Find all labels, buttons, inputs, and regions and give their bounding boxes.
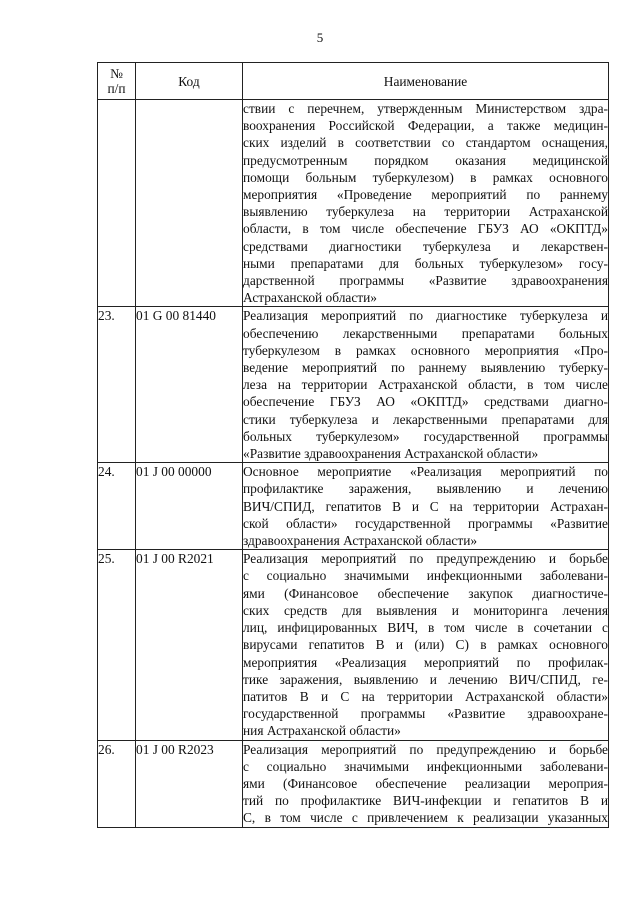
name-line: С, в том числе с привлечением к реализации указанных <box>243 810 608 826</box>
name-line: Астраханской области» <box>243 290 377 306</box>
name-line: ской области» государственной программы «Развитие <box>243 515 608 531</box>
name-line: леза на территории Астраханской области, в том числе <box>243 377 608 393</box>
row-code <box>136 100 243 307</box>
table-row <box>98 740 609 827</box>
row-number: 25. <box>98 550 136 740</box>
row-code: 01 G 00 81440 <box>136 307 243 463</box>
row-number <box>98 100 136 307</box>
table-header-row <box>98 63 609 100</box>
row-code: 01 J 00 R2023 <box>136 740 243 827</box>
row-number: 26. <box>98 740 136 827</box>
name-line: Реализация мероприятий по предупреждению и борьбе <box>243 741 608 757</box>
row-name <box>243 307 609 463</box>
name-line: лиц, инфицированных ВИЧ, в том числе в сочетании с <box>243 620 608 636</box>
name-line: здравоохранения Астраханской области» <box>243 533 478 549</box>
name-line: тике заражения, выявлению и лечению ВИЧ/СПИД, ге- <box>243 671 608 687</box>
name-line: дарственной программы «Развитие здравоохранения <box>243 273 608 289</box>
name-line: профилактике заражения, выявлению и лечению <box>243 481 608 497</box>
page-number: 5 <box>316 30 324 45</box>
name-line: предусмотренным порядком оказания медицинской <box>243 152 608 168</box>
header-num-line-2: п/п <box>107 81 126 96</box>
table-row <box>98 463 609 550</box>
row-name <box>243 550 609 740</box>
name-line: ями (Финансовое обеспечение закупок диагностиче- <box>243 585 608 601</box>
name-line: Реализация мероприятий по предупреждению и борьбе <box>243 551 608 567</box>
name-line: ными препаратами для больных туберкулезом» госу- <box>243 255 608 271</box>
name-line: с социально значимыми инфекционными заболевани- <box>243 568 608 584</box>
row-code: 01 J 00 00000 <box>136 463 243 550</box>
name-line: государственной программы «Развитие здравоохране- <box>243 706 608 722</box>
row-number: 24. <box>98 463 136 550</box>
name-line: ВИЧ/СПИД, гепатитов В и С на территории Астрахан- <box>243 498 608 514</box>
name-line: обеспечение ГБУЗ АО «ОКПТД» средствами диагно- <box>243 394 608 410</box>
name-line: мероприятия «Проведение мероприятий по раннему <box>243 187 608 203</box>
name-line: ских изделий в соответствии со стандартом оснащения, <box>243 135 608 151</box>
name-line: ями (Финансовое обеспечение реализации мероприя- <box>243 775 608 791</box>
row-name <box>243 463 609 550</box>
name-line: вирусами гепатитов В и (или) С) в рамках основного <box>243 637 608 653</box>
name-line: стики туберкулеза и лекарственными препаратами для <box>243 411 608 427</box>
row-number: 23. <box>98 307 136 463</box>
header-num <box>98 63 136 100</box>
name-line: ствии с перечнем, утвержденным Министерством здра- <box>243 101 608 116</box>
name-line: Реализация мероприятий по диагностике туберкулеза и <box>243 308 608 324</box>
row-name <box>243 740 609 827</box>
header-num-line-1: № <box>110 66 123 81</box>
header-code: Код <box>136 63 243 100</box>
name-line: с социально значимыми инфекционными заболевани- <box>243 758 608 774</box>
name-line: «Развитие здравоохранения Астраханской области» <box>243 446 539 462</box>
header-name: Наименование <box>243 63 609 100</box>
name-line: тий по профилактике ВИЧ-инфекции и гепатитов В и <box>243 793 608 809</box>
name-line: ских средств для выявления и мониторинга лечения <box>243 602 608 618</box>
name-line: туберкулезом в рамках основного мероприятия «Про- <box>243 342 608 358</box>
name-line: помощи больным туберкулезом) в рамках основного <box>243 169 608 185</box>
row-name <box>243 100 609 307</box>
table-row <box>98 550 609 740</box>
name-line: больных туберкулезом» государственной программы <box>243 428 608 444</box>
row-code: 01 J 00 R2021 <box>136 550 243 740</box>
name-line: области, в том числе обеспечение ГБУЗ АО «ОКПТД» <box>243 221 608 237</box>
name-line: выявлению туберкулеза на территории Астраханской <box>243 204 608 220</box>
name-line: обеспечению лекарственными препаратами больных <box>243 325 608 341</box>
name-line: ведение мероприятий по раннему выявлению туберку- <box>243 360 608 376</box>
name-line: ния Астраханской области» <box>243 723 401 739</box>
name-line: патитов В и С на территории Астраханской области» <box>243 688 608 704</box>
name-line: воохранения Российской Федерации, а также медицин- <box>243 118 608 134</box>
name-line: мероприятия «Реализация мероприятий по профилак- <box>243 654 608 670</box>
table-row <box>98 307 609 463</box>
table-row <box>98 100 609 307</box>
name-line: средствами диагностики туберкулеза и лекарствен- <box>243 238 608 254</box>
budget-code-table <box>97 62 609 828</box>
name-line: Основное мероприятие «Реализация мероприятий по <box>243 464 608 480</box>
